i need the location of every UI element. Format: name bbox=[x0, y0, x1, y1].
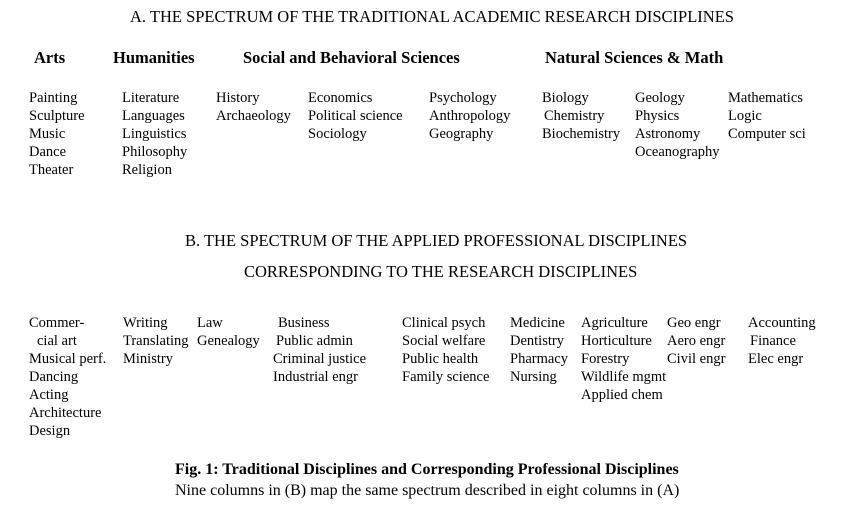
discipline-item: Medicine bbox=[510, 315, 565, 331]
discipline-item: Dancing bbox=[29, 369, 79, 385]
discipline-item: Archaeology bbox=[216, 108, 291, 124]
section-a-column-physical-sciences bbox=[635, 89, 720, 161]
discipline-item: Geography bbox=[429, 126, 494, 142]
discipline-item: Religion bbox=[122, 162, 172, 178]
discipline-item: Biology bbox=[542, 90, 589, 106]
discipline-item: Astronomy bbox=[635, 126, 701, 142]
section-b-column-law bbox=[197, 314, 260, 350]
discipline-item: Anthropology bbox=[429, 108, 511, 124]
discipline-item: Physics bbox=[635, 108, 680, 124]
discipline-item: Architecture bbox=[29, 405, 102, 421]
discipline-item: Logic bbox=[728, 108, 762, 124]
discipline-item: Aero engr bbox=[667, 333, 726, 349]
discipline-item: Acting bbox=[29, 387, 69, 403]
section-a-column-arts bbox=[29, 89, 85, 179]
discipline-item: Geo engr bbox=[667, 315, 721, 331]
discipline-item: Public health bbox=[402, 351, 479, 367]
section-b-column-accounting bbox=[748, 314, 816, 368]
discipline-item: Industrial engr bbox=[273, 369, 358, 385]
discipline-item: Biochemistry bbox=[542, 126, 621, 142]
section-a-column-social bbox=[308, 89, 403, 143]
discipline-item: Linguistics bbox=[122, 126, 187, 142]
section-a-title: A. THE SPECTRUM OF THE TRADITIONAL ACADEMIC RESEARCH DISCIPLINES bbox=[130, 7, 734, 26]
section-b-column-humanities bbox=[123, 314, 189, 368]
discipline-item: Agriculture bbox=[581, 315, 648, 331]
discipline-item: Commer- bbox=[29, 315, 85, 331]
discipline-item: Music bbox=[29, 126, 66, 142]
discipline-item: Economics bbox=[308, 90, 373, 106]
heading-social-behavioral: Social and Behavioral Sciences bbox=[243, 48, 460, 67]
section-b-column-health bbox=[510, 314, 568, 386]
discipline-item: Elec engr bbox=[748, 351, 804, 367]
discipline-item: Oceanography bbox=[635, 144, 720, 160]
discipline-item: Writing bbox=[123, 315, 168, 331]
discipline-item: Psychology bbox=[429, 90, 497, 106]
section-a-column-humanities bbox=[122, 89, 187, 179]
discipline-item: Law bbox=[197, 315, 223, 331]
section-a-column-math bbox=[728, 89, 806, 143]
section-b-column-agriculture bbox=[581, 314, 666, 404]
discipline-item: Criminal justice bbox=[273, 351, 367, 367]
discipline-item: Finance bbox=[750, 333, 796, 349]
section-a-column-life-sciences bbox=[542, 89, 620, 143]
discipline-item: Dentistry bbox=[510, 333, 564, 349]
discipline-item: Family science bbox=[402, 369, 490, 385]
discipline-item: Social welfare bbox=[402, 333, 486, 349]
discipline-item: Horticulture bbox=[581, 333, 652, 349]
figure-caption-subtitle: Nine columns in (B) map the same spectrum described in eight columns in (A) bbox=[175, 482, 680, 499]
section-b-column-social-services bbox=[402, 314, 489, 386]
section-b-column-engineering bbox=[667, 314, 725, 368]
section-b-title-line1: B. THE SPECTRUM OF THE APPLIED PROFESSIONAL DISCIPLINES bbox=[185, 231, 688, 250]
discipline-item: Forestry bbox=[581, 351, 630, 367]
figure-caption-title: Fig. 1: Traditional Disciplines and Corresponding Professional Disciplines bbox=[175, 461, 679, 478]
section-a-column-history bbox=[216, 89, 291, 125]
section-b-title-line2: CORRESPONDING TO THE RESEARCH DISCIPLINES bbox=[244, 262, 638, 281]
discipline-item: Applied chem bbox=[581, 387, 663, 403]
section-b-column-arts bbox=[29, 314, 106, 440]
discipline-item: Philosophy bbox=[122, 144, 188, 160]
discipline-item: Political science bbox=[308, 108, 403, 124]
heading-arts: Arts bbox=[34, 48, 66, 67]
discipline-item: Sociology bbox=[308, 126, 367, 142]
discipline-item: History bbox=[216, 90, 260, 106]
heading-humanities: Humanities bbox=[113, 48, 195, 67]
discipline-item: Mathematics bbox=[728, 90, 803, 106]
discipline-item: Theater bbox=[29, 162, 74, 178]
discipline-item: Dance bbox=[29, 144, 67, 160]
discipline-item: Wildlife mgmt bbox=[581, 369, 667, 385]
discipline-item: Literature bbox=[122, 90, 180, 106]
discipline-item: Civil engr bbox=[667, 351, 726, 367]
discipline-item: Business bbox=[278, 315, 330, 331]
discipline-item: Nursing bbox=[510, 369, 557, 385]
discipline-item: Public admin bbox=[276, 333, 353, 349]
discipline-item: Geology bbox=[635, 90, 685, 106]
section-b-column-business bbox=[273, 314, 366, 386]
discipline-item: Computer sci bbox=[728, 126, 806, 142]
discipline-item: Sculpture bbox=[29, 108, 85, 124]
discipline-item: Genealogy bbox=[197, 333, 260, 349]
discipline-item: Musical perf. bbox=[29, 351, 107, 367]
discipline-item: Pharmacy bbox=[510, 351, 568, 367]
discipline-item: Ministry bbox=[123, 351, 173, 367]
discipline-item: Languages bbox=[122, 108, 185, 124]
heading-natural-sciences: Natural Sciences & Math bbox=[545, 48, 724, 67]
discipline-item: Design bbox=[29, 423, 71, 439]
discipline-item: cial art bbox=[37, 333, 77, 349]
discipline-item: Accounting bbox=[748, 315, 816, 331]
discipline-item: Translating bbox=[123, 333, 189, 349]
discipline-item: Painting bbox=[29, 90, 78, 106]
section-a-column-behavioral bbox=[429, 89, 510, 143]
discipline-item: Chemistry bbox=[544, 108, 605, 124]
discipline-item: Clinical psych bbox=[402, 315, 486, 331]
